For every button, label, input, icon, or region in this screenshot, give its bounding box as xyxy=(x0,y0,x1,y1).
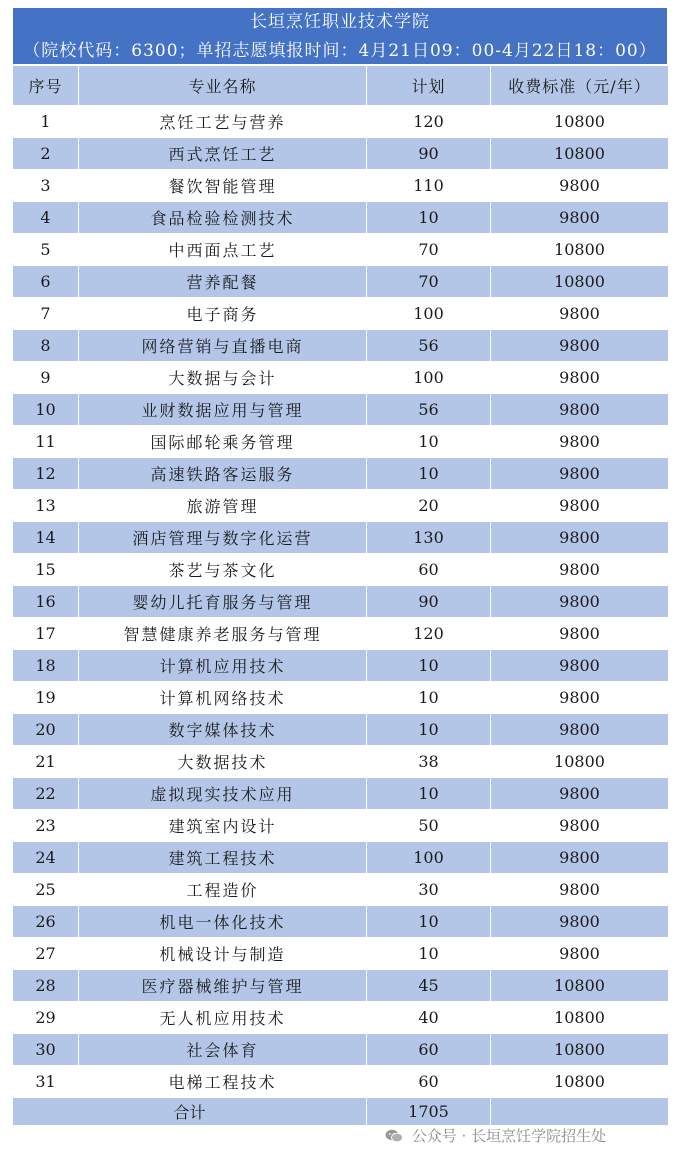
row-index: 4 xyxy=(13,202,79,234)
row-plan: 10 xyxy=(367,906,491,938)
row-index: 27 xyxy=(13,938,79,970)
col-header-fee: 收费标准（元/年） xyxy=(491,66,669,106)
table-row xyxy=(13,842,669,874)
row-index: 16 xyxy=(13,586,79,618)
row-plan: 56 xyxy=(367,394,491,426)
row-plan: 10 xyxy=(367,426,491,458)
row-fee: 10800 xyxy=(491,234,669,266)
row-plan: 90 xyxy=(367,138,491,170)
row-index: 19 xyxy=(13,682,79,714)
major-plan-table xyxy=(12,65,669,1126)
row-major: 智慧健康养老服务与管理 xyxy=(79,618,367,650)
row-major: 无人机应用技术 xyxy=(79,1002,367,1034)
table-body xyxy=(13,106,669,1098)
row-plan: 60 xyxy=(367,1066,491,1098)
row-index: 8 xyxy=(13,330,79,362)
row-plan: 10 xyxy=(367,714,491,746)
row-major: 机电一体化技术 xyxy=(79,906,367,938)
row-major: 茶艺与茶文化 xyxy=(79,554,367,586)
table-row xyxy=(13,394,669,426)
table-row xyxy=(13,1002,669,1034)
row-index: 29 xyxy=(13,1002,79,1034)
row-index: 20 xyxy=(13,714,79,746)
row-plan: 30 xyxy=(367,874,491,906)
page-title: 长垣烹饪职业技术学院 xyxy=(250,12,430,32)
row-fee: 9800 xyxy=(491,938,669,970)
row-plan: 50 xyxy=(367,810,491,842)
watermark xyxy=(385,1125,606,1146)
row-plan: 100 xyxy=(367,842,491,874)
table-row xyxy=(13,618,669,650)
total-plan: 1705 xyxy=(367,1098,491,1126)
table-row xyxy=(13,330,669,362)
total-row xyxy=(13,1098,669,1126)
row-plan: 10 xyxy=(367,650,491,682)
table-row xyxy=(13,650,669,682)
row-index: 13 xyxy=(13,490,79,522)
row-major: 中西面点工艺 xyxy=(79,234,367,266)
row-plan: 100 xyxy=(367,298,491,330)
row-fee: 9800 xyxy=(491,874,669,906)
row-index: 22 xyxy=(13,778,79,810)
row-index: 31 xyxy=(13,1066,79,1098)
row-plan: 20 xyxy=(367,490,491,522)
row-fee: 9800 xyxy=(491,842,669,874)
row-plan: 120 xyxy=(367,618,491,650)
row-plan: 60 xyxy=(367,1034,491,1066)
row-plan: 110 xyxy=(367,170,491,202)
row-fee: 9800 xyxy=(491,170,669,202)
row-index: 9 xyxy=(13,362,79,394)
row-plan: 70 xyxy=(367,234,491,266)
row-fee: 9800 xyxy=(491,586,669,618)
row-plan: 10 xyxy=(367,682,491,714)
row-index: 10 xyxy=(13,394,79,426)
row-index: 17 xyxy=(13,618,79,650)
row-major: 营养配餐 xyxy=(79,266,367,298)
row-major: 大数据技术 xyxy=(79,746,367,778)
row-index: 18 xyxy=(13,650,79,682)
table-row xyxy=(13,1034,669,1066)
row-plan: 90 xyxy=(367,586,491,618)
table-row xyxy=(13,138,669,170)
row-index: 25 xyxy=(13,874,79,906)
row-plan: 45 xyxy=(367,970,491,1002)
row-major: 烹饪工艺与营养 xyxy=(79,106,367,138)
row-plan: 40 xyxy=(367,1002,491,1034)
row-major: 电子商务 xyxy=(79,298,367,330)
table-row xyxy=(13,202,669,234)
row-major: 食品检验检测技术 xyxy=(79,202,367,234)
row-plan: 70 xyxy=(367,266,491,298)
row-fee: 10800 xyxy=(491,138,669,170)
row-index: 1 xyxy=(13,106,79,138)
row-fee: 9800 xyxy=(491,362,669,394)
row-index: 24 xyxy=(13,842,79,874)
row-index: 12 xyxy=(13,458,79,490)
row-major: 计算机应用技术 xyxy=(79,650,367,682)
row-index: 15 xyxy=(13,554,79,586)
row-fee: 9800 xyxy=(491,490,669,522)
row-major: 社会体育 xyxy=(79,1034,367,1066)
row-major: 数字媒体技术 xyxy=(79,714,367,746)
table-row xyxy=(13,682,669,714)
row-fee: 10800 xyxy=(491,1034,669,1066)
row-index: 5 xyxy=(13,234,79,266)
row-index: 7 xyxy=(13,298,79,330)
wechat-icon xyxy=(385,1129,403,1143)
row-fee: 9800 xyxy=(491,298,669,330)
total-label: 合计 xyxy=(13,1098,367,1126)
table-row xyxy=(13,170,669,202)
row-plan: 10 xyxy=(367,202,491,234)
row-fee: 9800 xyxy=(491,458,669,490)
table-row xyxy=(13,298,669,330)
row-fee: 9800 xyxy=(491,778,669,810)
title-block xyxy=(12,7,668,65)
row-plan: 60 xyxy=(367,554,491,586)
row-fee: 9800 xyxy=(491,554,669,586)
table-row xyxy=(13,906,669,938)
row-fee: 9800 xyxy=(491,810,669,842)
row-index: 26 xyxy=(13,906,79,938)
table-row xyxy=(13,554,669,586)
col-header-plan: 计划 xyxy=(367,66,491,106)
admission-plan-sheet xyxy=(12,7,668,1126)
row-index: 23 xyxy=(13,810,79,842)
row-index: 21 xyxy=(13,746,79,778)
row-major: 计算机网络技术 xyxy=(79,682,367,714)
row-fee: 9800 xyxy=(491,394,669,426)
row-major: 业财数据应用与管理 xyxy=(79,394,367,426)
row-plan: 56 xyxy=(367,330,491,362)
table-row xyxy=(13,586,669,618)
row-major: 国际邮轮乘务管理 xyxy=(79,426,367,458)
row-fee: 10800 xyxy=(491,970,669,1002)
row-fee: 9800 xyxy=(491,618,669,650)
row-index: 2 xyxy=(13,138,79,170)
row-major: 医疗器械维护与管理 xyxy=(79,970,367,1002)
row-fee: 9800 xyxy=(491,714,669,746)
row-plan: 10 xyxy=(367,938,491,970)
table-row xyxy=(13,106,669,138)
row-fee: 9800 xyxy=(491,202,669,234)
row-plan: 130 xyxy=(367,522,491,554)
table-row xyxy=(13,778,669,810)
row-plan: 10 xyxy=(367,778,491,810)
table-row xyxy=(13,234,669,266)
table-row xyxy=(13,426,669,458)
row-fee: 10800 xyxy=(491,1066,669,1098)
row-index: 11 xyxy=(13,426,79,458)
row-index: 3 xyxy=(13,170,79,202)
row-major: 西式烹饪工艺 xyxy=(79,138,367,170)
total-fee-cell xyxy=(491,1098,669,1126)
table-row xyxy=(13,490,669,522)
row-major: 餐饮智能管理 xyxy=(79,170,367,202)
table-row xyxy=(13,874,669,906)
row-major: 网络营销与直播电商 xyxy=(79,330,367,362)
row-major: 建筑室内设计 xyxy=(79,810,367,842)
row-fee: 10800 xyxy=(491,106,669,138)
row-major: 机械设计与制造 xyxy=(79,938,367,970)
page-subtitle: （院校代码：6300；单招志愿填报时间：4月21日09：00-4月22日18：00） xyxy=(23,41,657,61)
table-row xyxy=(13,1066,669,1098)
table-header-row xyxy=(13,66,669,106)
row-fee: 10800 xyxy=(491,746,669,778)
row-major: 酒店管理与数字化运营 xyxy=(79,522,367,554)
row-index: 30 xyxy=(13,1034,79,1066)
row-major: 虚拟现实技术应用 xyxy=(79,778,367,810)
row-fee: 9800 xyxy=(491,682,669,714)
table-row xyxy=(13,458,669,490)
row-major: 高速铁路客运服务 xyxy=(79,458,367,490)
row-fee: 10800 xyxy=(491,1002,669,1034)
row-major: 工程造价 xyxy=(79,874,367,906)
row-major: 建筑工程技术 xyxy=(79,842,367,874)
table-row xyxy=(13,266,669,298)
row-major: 旅游管理 xyxy=(79,490,367,522)
row-index: 6 xyxy=(13,266,79,298)
table-row xyxy=(13,714,669,746)
table-row xyxy=(13,522,669,554)
row-plan: 120 xyxy=(367,106,491,138)
row-fee: 9800 xyxy=(491,906,669,938)
table-row xyxy=(13,746,669,778)
table-row xyxy=(13,938,669,970)
row-major: 电梯工程技术 xyxy=(79,1066,367,1098)
col-header-index: 序号 xyxy=(13,66,79,106)
row-fee: 9800 xyxy=(491,426,669,458)
row-fee: 9800 xyxy=(491,330,669,362)
row-plan: 10 xyxy=(367,458,491,490)
row-fee: 9800 xyxy=(491,650,669,682)
row-major: 大数据与会计 xyxy=(79,362,367,394)
row-plan: 100 xyxy=(367,362,491,394)
row-fee: 9800 xyxy=(491,522,669,554)
col-header-major: 专业名称 xyxy=(79,66,367,106)
row-plan: 38 xyxy=(367,746,491,778)
row-index: 28 xyxy=(13,970,79,1002)
table-row xyxy=(13,362,669,394)
row-index: 14 xyxy=(13,522,79,554)
row-major: 婴幼儿托育服务与管理 xyxy=(79,586,367,618)
row-fee: 10800 xyxy=(491,266,669,298)
watermark-text: 公众号 · 长垣烹饪学院招生处 xyxy=(411,1127,607,1145)
table-row xyxy=(13,810,669,842)
table-row xyxy=(13,970,669,1002)
